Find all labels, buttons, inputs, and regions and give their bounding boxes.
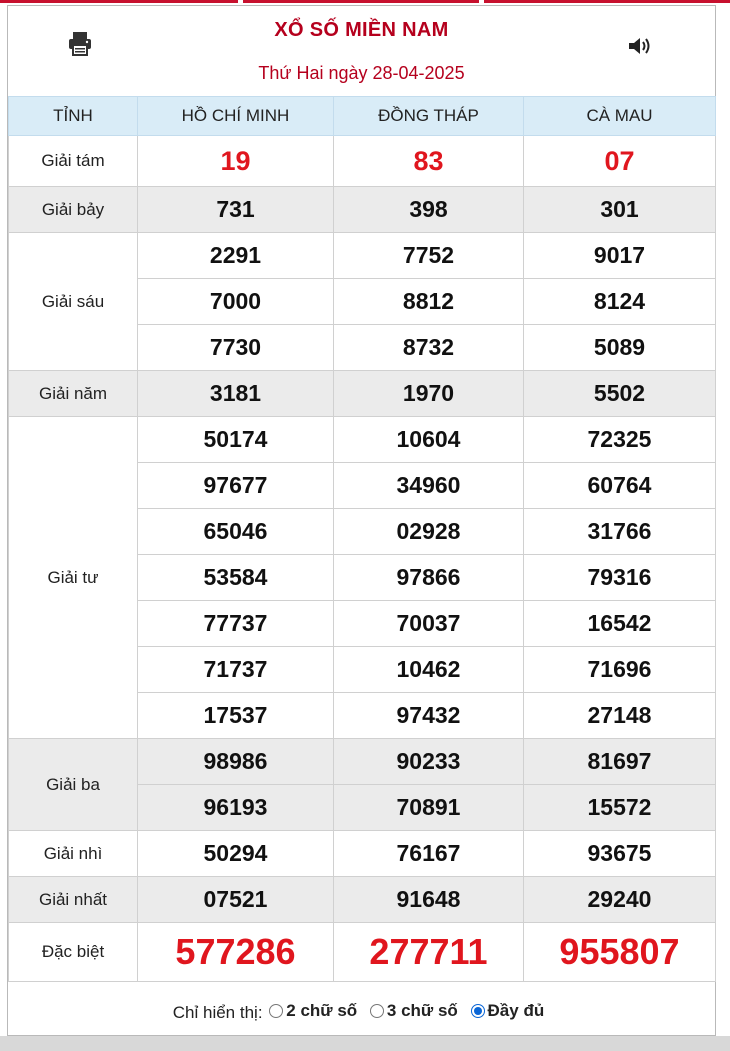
prize-number: 398	[334, 187, 524, 233]
prize-label: Giải bảy	[9, 187, 138, 233]
prize-number: 2291	[138, 233, 334, 279]
prize-number: 5502	[524, 371, 716, 417]
prize-number: 65046	[138, 509, 334, 555]
prize-number: 98986	[138, 739, 334, 785]
prize-number: 07	[524, 136, 716, 187]
prize-number: 02928	[334, 509, 524, 555]
prize-number: 16542	[524, 601, 716, 647]
prize-number: 8812	[334, 279, 524, 325]
prize-number: 10462	[334, 647, 524, 693]
prize-number: 19	[138, 136, 334, 187]
prize-number: 91648	[334, 877, 524, 923]
display-filter	[8, 1001, 715, 1023]
column-header-dong-thap: ĐỒNG THÁP	[334, 97, 524, 136]
special-prize-number: 277711	[334, 923, 524, 982]
prize-number: 731	[138, 187, 334, 233]
prize-number: 83	[334, 136, 524, 187]
filter-option-3-digits[interactable]	[368, 1001, 464, 1021]
result-panel	[7, 5, 716, 1036]
prize-number: 27148	[524, 693, 716, 739]
prize-number: 34960	[334, 463, 524, 509]
prize-number: 81697	[524, 739, 716, 785]
prize-number: 31766	[524, 509, 716, 555]
prize-row-giai-tu	[9, 417, 716, 463]
prize-number: 50174	[138, 417, 334, 463]
filter-option-label: 2 chữ số	[286, 1001, 358, 1020]
speaker-icon[interactable]	[626, 34, 654, 58]
prize-number: 07521	[138, 877, 334, 923]
radio-3-digits[interactable]	[370, 1004, 384, 1018]
prize-label: Giải tư	[9, 417, 138, 739]
prize-label: Giải ba	[9, 739, 138, 831]
prize-number: 72325	[524, 417, 716, 463]
prize-number: 53584	[138, 555, 334, 601]
prize-number: 7000	[138, 279, 334, 325]
page-bottom-bar	[0, 1036, 730, 1051]
prize-number: 70037	[334, 601, 524, 647]
prize-label: Giải nhì	[9, 831, 138, 877]
prize-label: Giải sáu	[9, 233, 138, 371]
filter-label: Chỉ hiển thị:	[172, 1003, 263, 1022]
prize-number: 50294	[138, 831, 334, 877]
prize-number: 17537	[138, 693, 334, 739]
prize-number: 71737	[138, 647, 334, 693]
prize-number: 5089	[524, 325, 716, 371]
prize-row-giai-nam	[9, 371, 716, 417]
filter-option-full[interactable]	[469, 1001, 551, 1021]
results-table	[8, 96, 716, 982]
prize-label: Giải tám	[9, 136, 138, 187]
filter-option-2-digits[interactable]	[267, 1001, 363, 1021]
prize-number: 9017	[524, 233, 716, 279]
column-header-ho-chi-minh: HỒ CHÍ MINH	[138, 97, 334, 136]
prize-row-giai-sau	[9, 233, 716, 279]
prize-number: 1970	[334, 371, 524, 417]
draw-date: Thứ Hai ngày 28-04-2025	[258, 63, 465, 83]
column-header-ca-mau: CÀ MAU	[524, 97, 716, 136]
panel-header	[8, 6, 715, 96]
prize-number: 301	[524, 187, 716, 233]
prize-number: 29240	[524, 877, 716, 923]
prize-number: 97866	[334, 555, 524, 601]
top-tab-strip	[0, 0, 730, 4]
radio-full[interactable]	[471, 1004, 485, 1018]
prize-row-giai-nhi	[9, 831, 716, 877]
prize-number: 8124	[524, 279, 716, 325]
prize-number: 96193	[138, 785, 334, 831]
prize-number: 79316	[524, 555, 716, 601]
filter-option-label: 3 chữ số	[386, 1001, 458, 1020]
prize-label: Giải nhất	[9, 877, 138, 923]
prize-label: Đặc biệt	[9, 923, 138, 982]
special-prize-number: 955807	[524, 923, 716, 982]
table-header-row	[9, 97, 716, 136]
special-prize-number: 577286	[138, 923, 334, 982]
column-header-province: TỈNH	[9, 97, 138, 136]
prize-row-dac-biet	[9, 923, 716, 982]
prize-number: 97677	[138, 463, 334, 509]
prize-number: 71696	[524, 647, 716, 693]
prize-number: 76167	[334, 831, 524, 877]
prize-row-giai-nhat	[9, 877, 716, 923]
prize-row-giai-ba	[9, 739, 716, 785]
prize-number: 15572	[524, 785, 716, 831]
prize-number: 97432	[334, 693, 524, 739]
prize-row-giai-tam	[9, 136, 716, 187]
prize-number: 3181	[138, 371, 334, 417]
prize-number: 77737	[138, 601, 334, 647]
page-title: XỔ SỐ MIỀN NAM	[274, 19, 449, 41]
prize-label: Giải năm	[9, 371, 138, 417]
radio-2-digits[interactable]	[269, 1004, 283, 1018]
prize-number: 10604	[334, 417, 524, 463]
prize-number: 70891	[334, 785, 524, 831]
prize-row-giai-bay	[9, 187, 716, 233]
prize-number: 7730	[138, 325, 334, 371]
prize-number: 60764	[524, 463, 716, 509]
prize-number: 90233	[334, 739, 524, 785]
prize-number: 7752	[334, 233, 524, 279]
prize-number: 8732	[334, 325, 524, 371]
filter-option-label: Đầy đủ	[487, 1001, 545, 1020]
prize-number: 93675	[524, 831, 716, 877]
